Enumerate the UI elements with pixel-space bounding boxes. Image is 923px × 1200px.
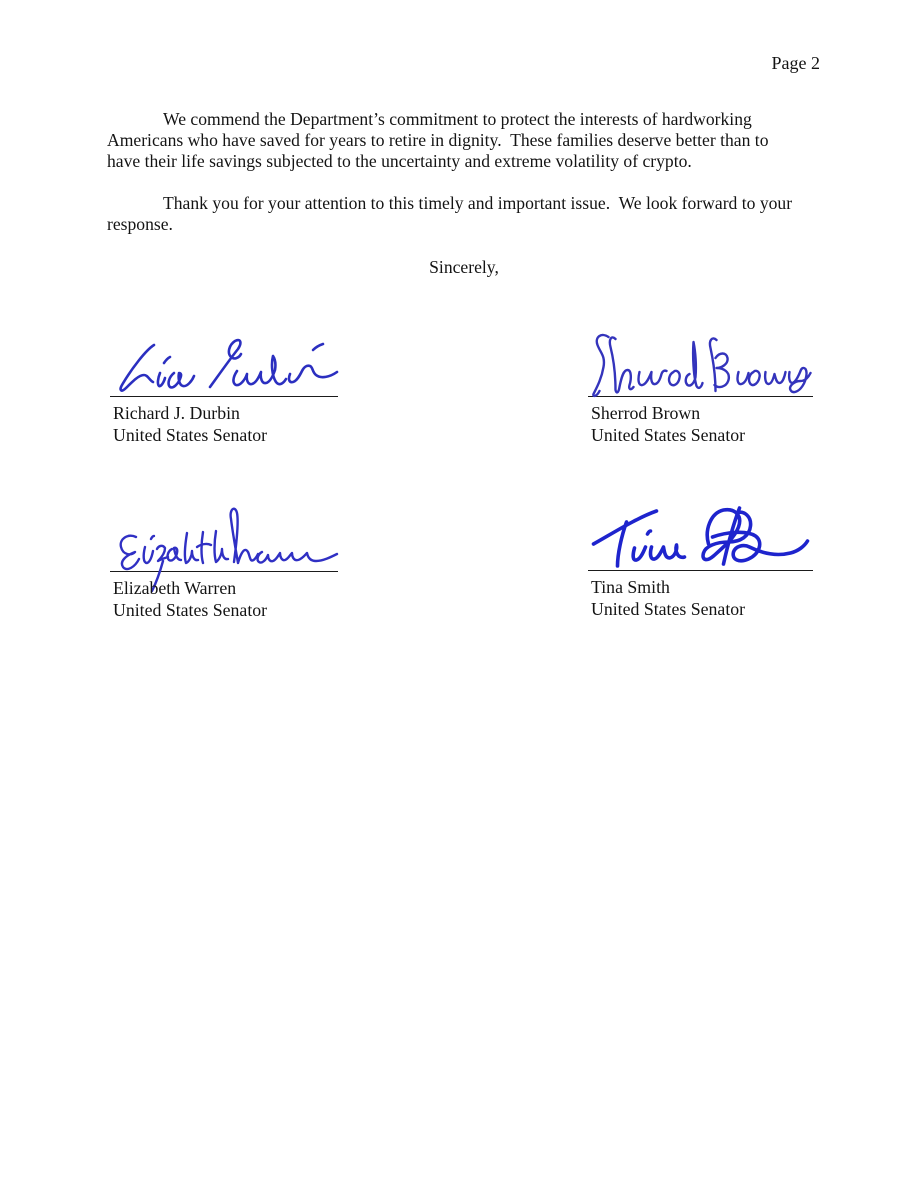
paragraph-thanks	[107, 193, 821, 235]
smith-signature-image	[588, 504, 813, 570]
signature-block-smith	[588, 504, 813, 620]
signature-block-durbin	[110, 330, 338, 446]
signature-block-warren	[110, 505, 338, 621]
signer-title: United States Senator	[113, 600, 268, 620]
signer-name: Elizabeth Warren	[113, 578, 237, 598]
body-line: have their life savings subjected to the uncertainty and extreme volatility of crypto.	[107, 151, 692, 171]
brown-signature-image	[588, 330, 813, 396]
signer-name: Sherrod Brown	[591, 403, 701, 423]
body-line: response.	[107, 214, 173, 234]
signature-line	[588, 570, 813, 571]
body-line: We commend the Department’s commitment to protect the interests of hardworking	[163, 109, 752, 129]
body-line: Americans who have saved for years to retire in dignity. These families deserve better than to	[107, 130, 769, 150]
signature-line	[110, 571, 338, 572]
signer-name: Tina Smith	[591, 577, 670, 597]
signature-line	[588, 396, 813, 397]
page-number: Page 2	[771, 53, 820, 73]
signer-name: Richard J. Durbin	[113, 403, 240, 423]
signer-title: United States Senator	[113, 425, 268, 445]
paragraph-commend	[107, 109, 821, 172]
signer-title: United States Senator	[591, 599, 746, 619]
body-line: Thank you for your attention to this timely and important issue. We look forward to your	[163, 193, 793, 213]
durbin-signature-image	[110, 330, 338, 396]
warren-signature-image	[110, 505, 338, 571]
signer-title: United States Senator	[591, 425, 746, 445]
closing-sincerely: Sincerely,	[429, 257, 499, 277]
letter-body	[107, 109, 821, 278]
signature-block-brown	[588, 330, 813, 446]
signature-line	[110, 396, 338, 397]
